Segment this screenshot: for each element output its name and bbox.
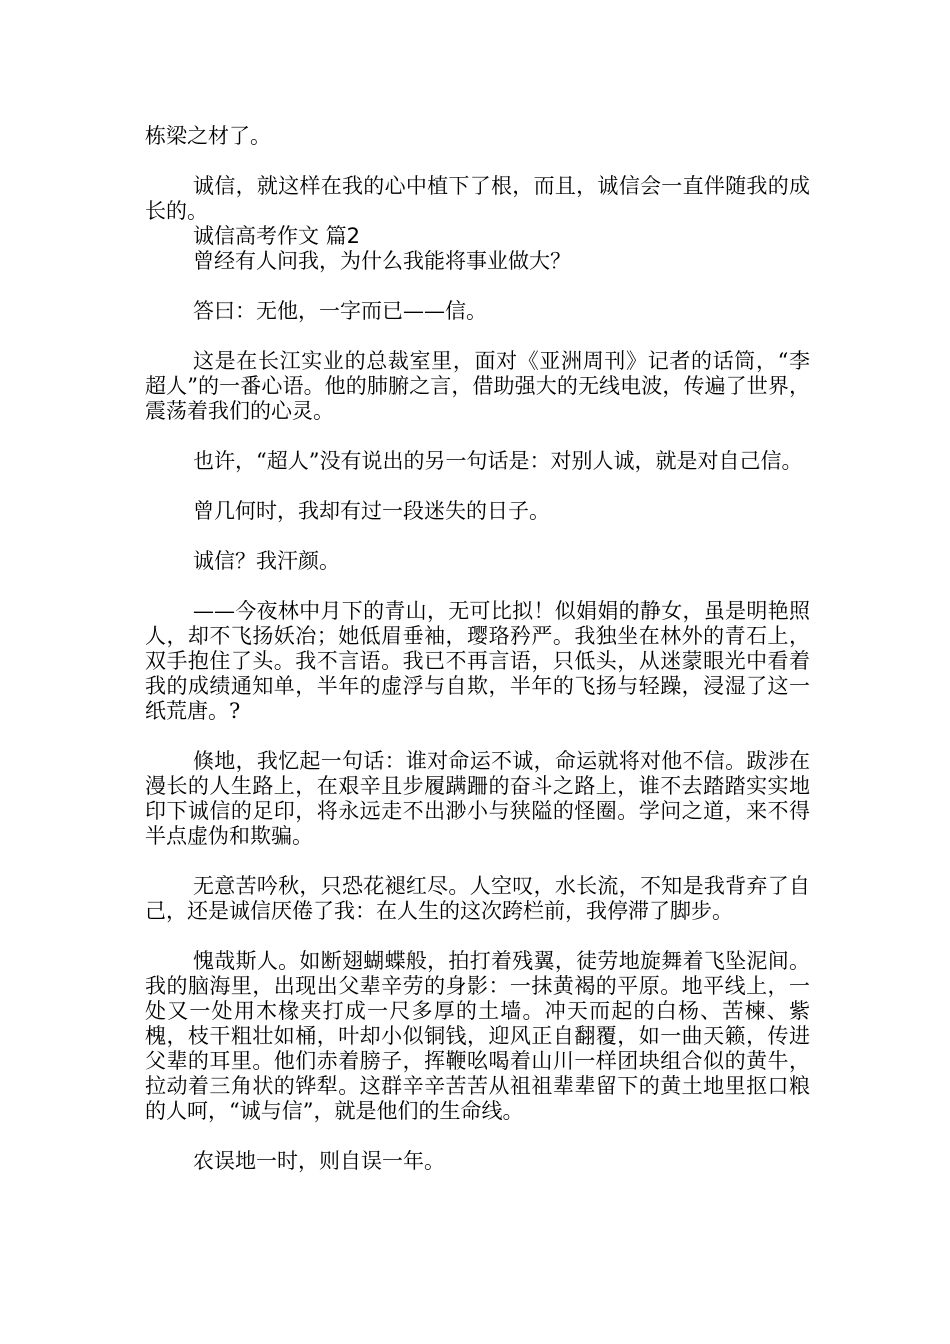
section-heading: 诚信高考作文 篇2 bbox=[193, 224, 361, 248]
paragraph: 诚信？我汗颜。 bbox=[193, 549, 340, 573]
paragraph: 曾经有人问我，为什么我能将事业做大？ bbox=[193, 249, 571, 273]
paragraph: 也许，“超人”没有说出的另一句话是：对别人诚，就是对自己信。 bbox=[193, 449, 803, 473]
paragraph: 农误地一时，则自误一年。 bbox=[193, 1149, 445, 1173]
paragraph-spacer bbox=[145, 574, 810, 599]
paragraph-spacer bbox=[145, 924, 810, 949]
paragraph-spacer bbox=[145, 1124, 810, 1149]
paragraph: 曾几何时，我却有过一段迷失的日子。 bbox=[193, 499, 550, 523]
paragraph: ——今夜林中月下的青山，无可比拟！似娟娟的静女，虽是明艳照人，却不飞扬妖冶；她低眉垂袖，璎珞矜严。我独坐在林外的青石上，双手抱住了头。我不言语。我已不再言语，只低头，从迷蒙眼光中看着我的成绩通知单，半年的虚浮与自欺，半年的飞扬与轻躁，浸湿了这一纸荒唐。? bbox=[145, 599, 810, 723]
paragraph-spacer bbox=[145, 474, 810, 499]
paragraph: 栋梁之材了。 bbox=[145, 124, 271, 148]
paragraph: 答曰：无他，一字而已——信。 bbox=[193, 299, 487, 323]
paragraph-spacer bbox=[145, 274, 810, 299]
paragraph-spacer bbox=[145, 524, 810, 549]
paragraph-spacer bbox=[145, 149, 810, 174]
paragraph: 这是在长江实业的总裁室里，面对《亚洲周刊》记者的话筒，“李超人”的一番心语。他的肺腑之言，借助强大的无线电波，传遍了世界，震荡着我们的心灵。 bbox=[145, 349, 810, 423]
paragraph-spacer bbox=[145, 424, 810, 449]
paragraph-spacer bbox=[145, 724, 810, 749]
paragraph: 倏地，我忆起一句话：谁对命运不诚，命运就将对他不信。跋涉在漫长的人生路上，在艰辛且步履蹒跚的奋斗之路上，谁不去踏踏实实地印下诚信的足印，将永远走不出渺小与狭隘的怪圈。学问之道，来不得半点虚伪和欺骗。 bbox=[145, 749, 810, 848]
paragraph: 诚信，就这样在我的心中植下了根，而且，诚信会一直伴随我的成长的。 bbox=[145, 174, 810, 223]
paragraph-spacer bbox=[145, 849, 810, 874]
paragraph-spacer bbox=[145, 324, 810, 349]
document-body bbox=[145, 124, 810, 1174]
paragraph: 无意苦吟秋，只恐花褪红尽。人空叹，水长流，不知是我背弃了自己，还是诚信厌倦了我：在人生的这次跨栏前，我停滞了脚步。 bbox=[145, 874, 810, 923]
paragraph: 愧哉斯人。如断翅蝴蝶般，拍打着残翼，徒劳地旋舞着飞坠泥间。我的脑海里，出现出父辈辛劳的身影：一抹黄褐的平原。地平线上，一处又一处用木椽夹打成一尺多厚的土墙。冲天而起的白杨、苦楝、紫槐，枝干粗壮如桶，叶却小似铜钱，迎风正自翻覆，如一曲天籁，传进父辈的耳里。他们赤着膀子，挥鞭吆喝着山川一样团块组合似的黄牛，拉动着三角状的铧犁。这群辛辛苦苦从祖祖辈辈留下的黄土地里抠口粮的人呵，“诚与信”，就是他们的生命线。 bbox=[145, 949, 810, 1123]
